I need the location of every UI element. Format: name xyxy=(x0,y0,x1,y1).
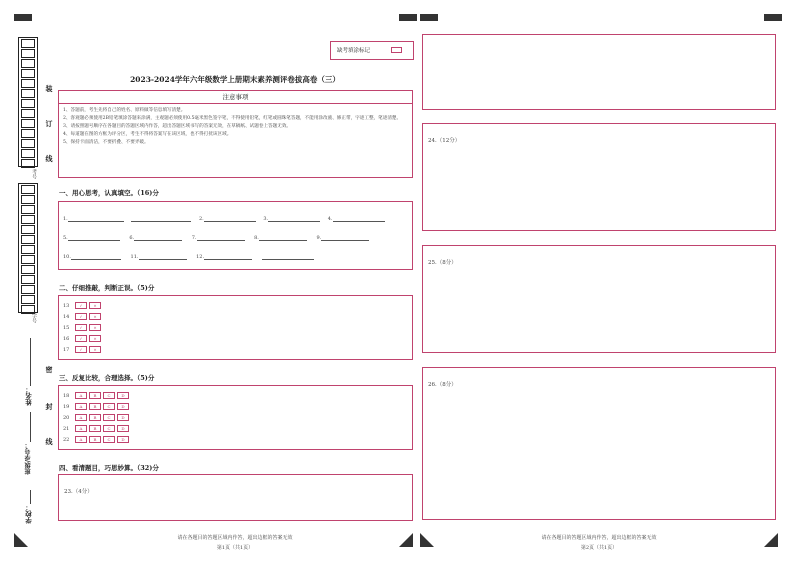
registration-triangle-bottom-right xyxy=(764,533,778,547)
choice-row[interactable]: 20 A B C D xyxy=(63,414,131,421)
exam-title: 2023-2024学年六年级数学上册期末素养测评卷拔高卷（三） xyxy=(130,75,340,84)
choice-row[interactable]: 21 A B C D xyxy=(63,425,131,432)
section2-title: 二、仔细推敲，判断正误。（5)分 xyxy=(59,284,155,292)
section1-title: 一、用心思考，认真填空。（16)分 xyxy=(59,189,159,197)
footer-warning-right: 请在各题目的答题区域内作答，超出边框的答案无效 xyxy=(541,535,657,541)
page-number-right: 第2页（共1页） xyxy=(580,545,618,551)
q23-label: 23.（4分） xyxy=(64,489,93,495)
notice-item: 4、每道题在图的方框为评分区，考生不得将答案写在该区域，也不得打扰该区域。 xyxy=(63,132,232,137)
judge-row[interactable]: 16 ✓ × xyxy=(63,335,103,342)
judge-row[interactable]: 14 ✓ × xyxy=(63,313,103,320)
section2-answer-box[interactable] xyxy=(58,295,413,360)
school-label: 学校： xyxy=(25,504,33,524)
absent-label: 缺考填涂标记 xyxy=(337,48,371,54)
binding-mark-zhuang: 装 xyxy=(45,85,54,92)
section4-title: 四、看清题目，巧思妙算。（32)分 xyxy=(59,464,159,472)
choice-row[interactable]: 19 A B C D xyxy=(63,403,131,410)
id-label: 学号 xyxy=(31,313,37,323)
notice-title: 注意事项 xyxy=(59,91,412,104)
registration-mark-top-left xyxy=(14,14,32,21)
binding-mark-xian: 线 xyxy=(45,155,54,162)
code-label: 考号 xyxy=(31,169,37,179)
registration-triangle-bottom-left xyxy=(14,533,28,547)
notice-item: 2、客观题必须使用2B铅笔填涂答题来涂满，主观题必须使用0.5毫米黑色签字笔，不得使用铅笔，红笔或圆珠笔答题，不能用涂改液、修正带，字迹工整，笔迹清楚。 xyxy=(63,116,402,121)
answer-box-top[interactable] xyxy=(422,34,776,110)
notice-item: 3、请按照题号顺序在各题目的答题区域内作答，超出答题区域书写的答案无效，在草稿纸、试题卷上答题无效。 xyxy=(63,124,292,129)
notice-box xyxy=(58,90,413,178)
notice-item: 5、保持卡面清洁，不要折叠、不要弄破。 xyxy=(63,140,149,145)
class-field[interactable] xyxy=(24,412,36,487)
notice-item: 1、答题前，考生先将自己的姓名、原料做等信息填写清楚。 xyxy=(63,108,186,113)
q25-label: 25.（8分） xyxy=(428,260,457,266)
absent-mark-box[interactable] xyxy=(330,41,414,60)
page-number-left: 第1页（共1页） xyxy=(216,545,254,551)
section1-answer-box[interactable]: 1. 2. 3. 4. 5. 6. 7. 8. 9. 10. 11. 12. xyxy=(58,201,413,270)
seal-mark-feng: 封 xyxy=(45,403,54,410)
binding-mark-ding: 订 xyxy=(45,120,54,127)
name-label: 姓名： xyxy=(25,386,33,406)
registration-triangle-bottom-center-right xyxy=(420,533,434,547)
class-label: 班级/学号： xyxy=(25,442,32,475)
registration-mark-top-center-left xyxy=(399,14,417,21)
section3-title: 三、反复比较，合理选择。（5)分 xyxy=(59,374,155,382)
judge-row[interactable]: 15 ✓ × xyxy=(63,324,103,331)
registration-triangle-bottom-center-left xyxy=(399,533,413,547)
name-field[interactable] xyxy=(24,338,36,408)
registration-mark-top-center-right xyxy=(420,14,438,21)
judge-row[interactable]: 17 ✓ × xyxy=(63,346,103,353)
section3-answer-box[interactable] xyxy=(58,385,413,450)
absent-checkbox[interactable] xyxy=(391,47,402,53)
seal-mark-xian: 线 xyxy=(45,438,54,445)
q26-answer-box[interactable] xyxy=(422,367,776,520)
choice-row[interactable]: 22 A B C D xyxy=(63,436,131,443)
student-id-grid-bottom[interactable] xyxy=(18,183,38,313)
q23-answer-box[interactable] xyxy=(58,474,413,521)
school-field[interactable] xyxy=(24,490,36,526)
judge-row[interactable]: 13 ✓ × xyxy=(63,302,103,309)
choice-row[interactable]: 18 A B C D xyxy=(63,392,131,399)
q26-label: 26.（8分） xyxy=(428,382,457,388)
registration-mark-top-right xyxy=(764,14,782,21)
q24-answer-box[interactable] xyxy=(422,123,776,231)
student-id-grid-top[interactable] xyxy=(18,37,38,167)
q24-label: 24.（12分） xyxy=(428,138,461,144)
seal-mark-mi: 密 xyxy=(45,366,54,373)
footer-warning-left: 请在各题目的答题区域内作答，超出边框的答案无效 xyxy=(177,535,293,541)
q25-answer-box[interactable] xyxy=(422,245,776,353)
